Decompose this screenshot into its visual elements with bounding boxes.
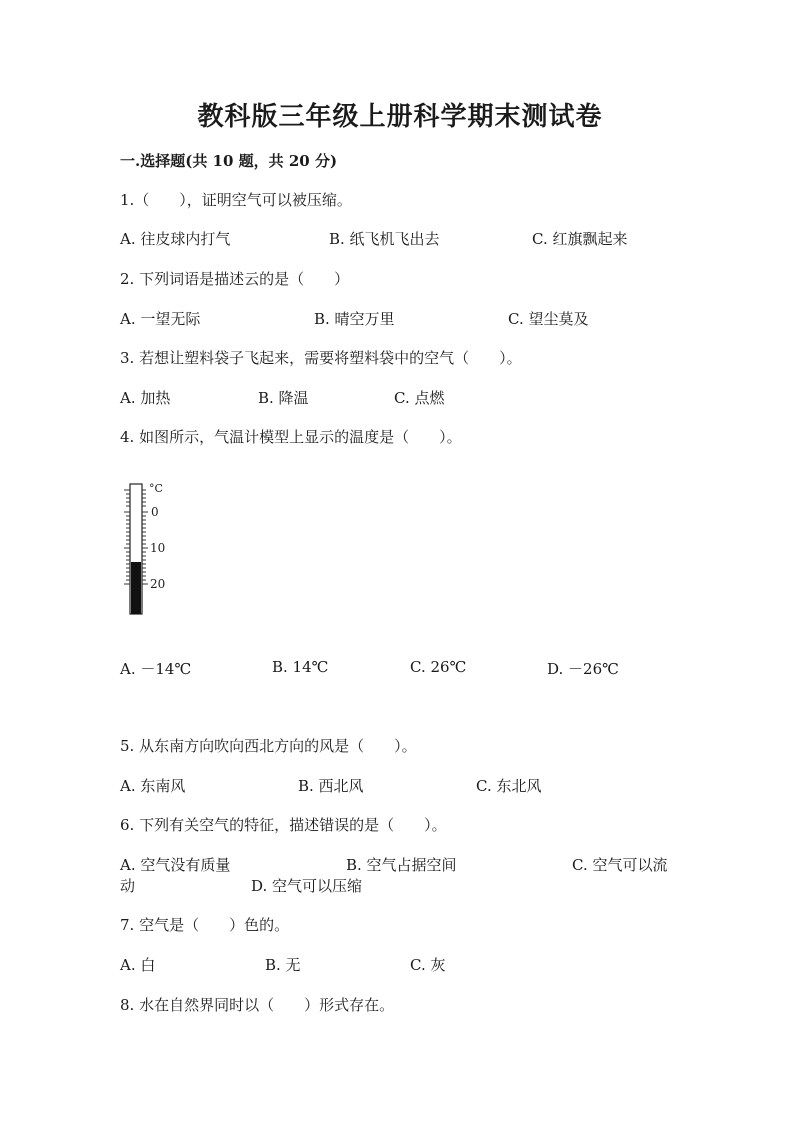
thermometer-label-20: 20 bbox=[150, 577, 166, 591]
question-6-option-c: C. 空气可以流 bbox=[572, 856, 668, 874]
question-1-option-c: C. 红旗飘起来 bbox=[532, 230, 628, 248]
thermometer-ticks-left bbox=[124, 490, 130, 584]
question-7-stem: 7. 空气是（ ）色的。 bbox=[120, 916, 290, 934]
page-title: 教科版三年级上册科学期末测试卷 bbox=[197, 102, 603, 132]
question-3-option-b: B. 降温 bbox=[258, 389, 309, 407]
question-2-option-b: B. 晴空万里 bbox=[314, 310, 395, 328]
question-3-option-c: C. 点燃 bbox=[394, 389, 445, 407]
question-4-stem: 4. 如图所示，气温计模型上显示的温度是（ ）。 bbox=[120, 428, 462, 446]
thermometer-ticks-right bbox=[142, 490, 148, 584]
question-5-stem: 5. 从东南方向吹向西北方向的风是（ ）。 bbox=[120, 737, 417, 755]
thermometer-label-0: 0 bbox=[151, 505, 159, 519]
question-3-option-a: A. 加热 bbox=[120, 389, 171, 407]
question-4-option-c: C. 26℃ bbox=[410, 658, 467, 676]
question-7-option-c: C. 灰 bbox=[410, 956, 446, 974]
question-6-option-d: D. 空气可以压缩 bbox=[251, 877, 363, 895]
question-4-option-d: D. －26℃ bbox=[547, 660, 619, 678]
question-2-option-a: A. 一望无际 bbox=[120, 310, 201, 328]
thermometer-label-10: 10 bbox=[150, 541, 166, 555]
question-2-stem: 2. 下列词语是描述云的是（ ） bbox=[120, 270, 350, 288]
question-5-option-a: A. 东南风 bbox=[120, 777, 186, 795]
question-7-option-b: B. 无 bbox=[265, 956, 301, 974]
question-2-option-c: C. 望尘莫及 bbox=[508, 310, 589, 328]
question-6-option-c-wrap: 动 bbox=[120, 877, 136, 895]
question-1-stem: 1.（ ），证明空气可以被压缩。 bbox=[120, 191, 352, 209]
thermometer-unit-label: °C bbox=[149, 482, 163, 495]
question-4-option-b: B. 14℃ bbox=[272, 658, 329, 676]
question-6-option-a: A. 空气没有质量 bbox=[120, 856, 231, 874]
question-8-stem: 8. 水在自然界同时以（ ）形式存在。 bbox=[120, 996, 395, 1014]
question-6-option-b: B. 空气占据空间 bbox=[346, 856, 457, 874]
question-7-option-a: A. 白 bbox=[120, 956, 156, 974]
question-5-option-c: C. 东北风 bbox=[476, 777, 542, 795]
thermometer-figure bbox=[118, 476, 178, 618]
section-heading: 一.选择题(共 10 题，共 20 分) bbox=[120, 152, 338, 170]
question-6-stem: 6. 下列有关空气的特征，描述错误的是（ ）。 bbox=[120, 816, 447, 834]
thermometer-column bbox=[131, 562, 141, 614]
question-4-option-a: A. －14℃ bbox=[120, 660, 192, 678]
question-1-option-a: A. 往皮球内打气 bbox=[120, 230, 231, 248]
question-3-stem: 3. 若想让塑料袋子飞起来，需要将塑料袋中的空气（ ）。 bbox=[120, 349, 522, 367]
question-1-option-b: B. 纸飞机飞出去 bbox=[329, 230, 440, 248]
question-5-option-b: B. 西北风 bbox=[298, 777, 364, 795]
